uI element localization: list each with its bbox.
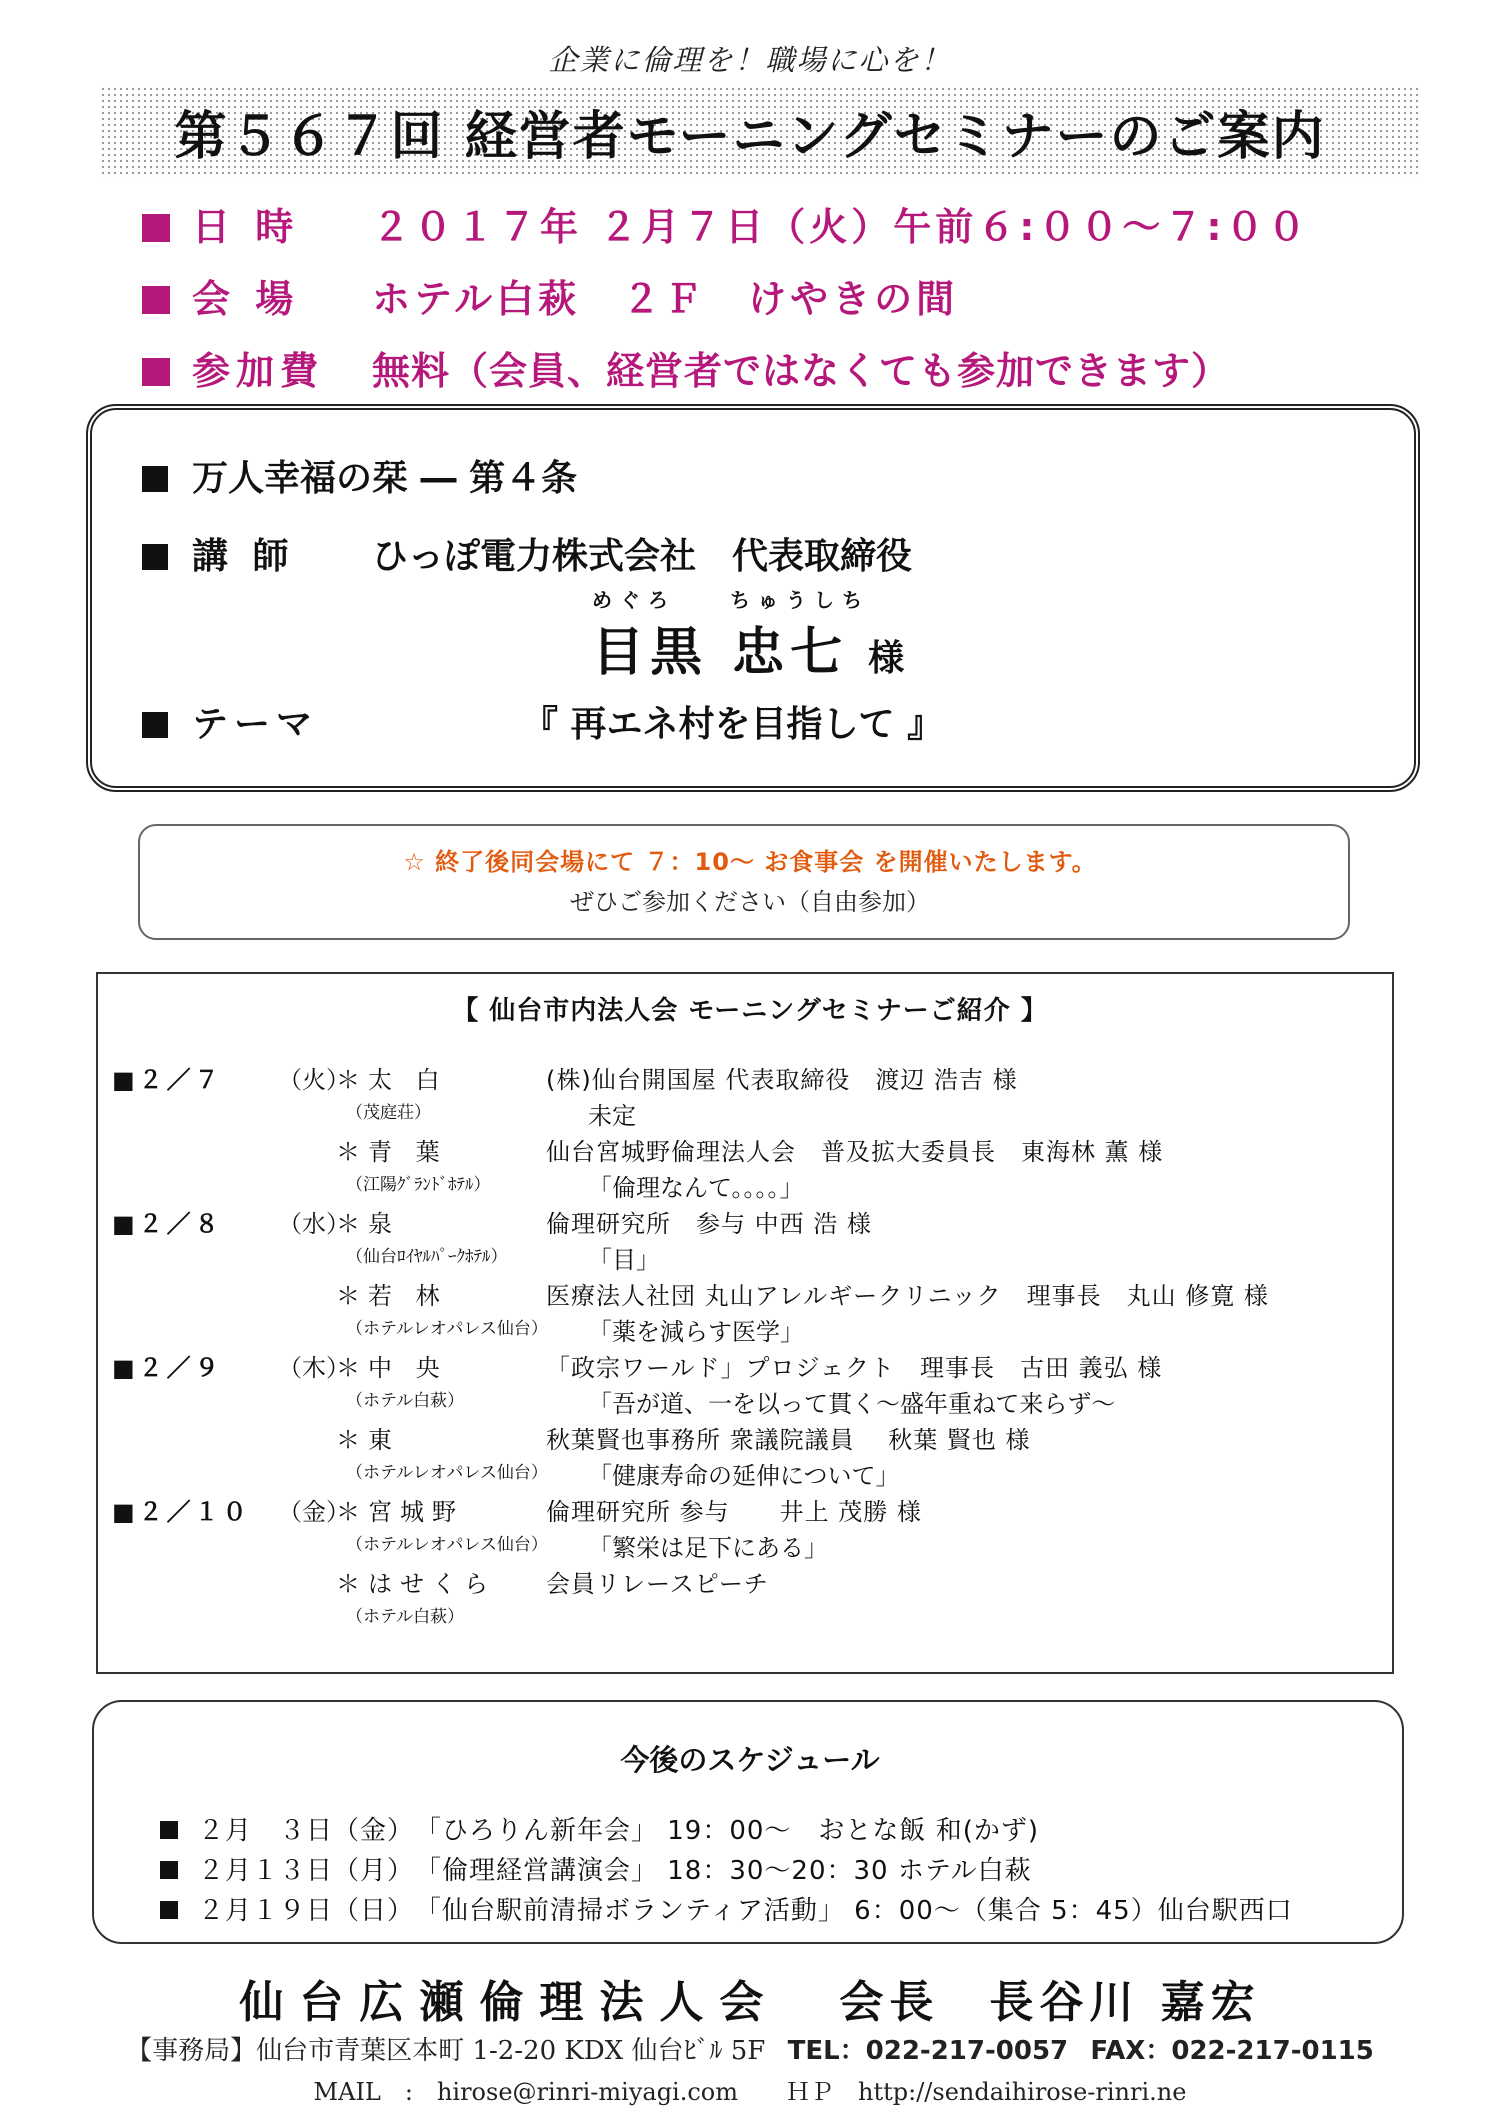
- bullet-square-icon: [142, 544, 168, 570]
- tagline: 企業に倫理を！職場に心を！: [548, 43, 952, 77]
- speaker-ruby-given: ちゅうしち: [730, 588, 870, 612]
- date-value: ２０１７年 ２月７日（火）午前６:００～７:００: [372, 205, 1310, 249]
- bullet-square-icon: [142, 214, 170, 242]
- intro-date: ■２／９: [112, 1354, 223, 1382]
- intro-date: ■２／１０: [112, 1498, 251, 1526]
- speaker-name: 目黒 忠七: [592, 623, 849, 683]
- intro-venue-sub: （ホテルレオパレス仙台）: [346, 1535, 548, 1555]
- bullet-square-icon: [142, 358, 170, 386]
- organizer-name: 仙台広瀬倫理法人会: [239, 1977, 780, 2028]
- schedule-title: 今後のスケジュール: [620, 1743, 880, 1777]
- rule-row: [142, 450, 577, 501]
- schedule-item-text: ２月１９日（日） 「仙台駅前清掃ボランティア活動」 6：00～（集合 5：45）仙台駅西口: [198, 1896, 1293, 1926]
- venue-label: 会 場: [192, 277, 300, 321]
- intro-theme: 「薬を減らす医学」: [588, 1318, 804, 1346]
- theme-value: 『 再エネ村を目指して 』: [522, 704, 944, 745]
- intro-speaker: 仙台宮城野倫理法人会 普及拡大委員長 東海林 薫 様: [546, 1138, 1164, 1166]
- intro-speaker: 「政宗ワールド」プロジェクト 理事長 古田 義弘 様: [546, 1354, 1163, 1382]
- intro-venue: ＊宮城野: [336, 1498, 464, 1526]
- intro-venue-sub: （茂庭荘）: [346, 1103, 431, 1123]
- lecturer-company: ひっぽ電力株式会社 代表取締役: [372, 536, 913, 577]
- intro-theme: 「繁栄は足下にある」: [588, 1534, 828, 1562]
- intro-theme: 「目」: [588, 1246, 660, 1274]
- meal-notice-line2: ぜひご参加ください（自由参加）: [570, 888, 930, 916]
- intro-day: （水）: [278, 1210, 350, 1238]
- fee-value: 無料（会員、経営者ではなくても参加できます）: [372, 349, 1231, 393]
- intro-day: （火）: [278, 1066, 350, 1094]
- intro-day: （金）: [278, 1498, 350, 1526]
- intro-speaker: (株)仙台開国屋 代表取締役 渡辺 浩吉 様: [546, 1066, 1018, 1094]
- intro-venue-sub: （ホテル白萩）: [346, 1607, 465, 1627]
- venue-value: ホテル白萩 ２Ｆ けやきの間: [372, 277, 959, 321]
- intro-venue-sub: （江陽ｸﾞﾗﾝﾄﾞﾎﾃﾙ）: [346, 1175, 491, 1195]
- info-date-row: [142, 196, 1310, 251]
- info-fee-row: [142, 340, 1230, 395]
- intro-venue: ＊太 白: [336, 1066, 448, 1094]
- intro-venue-sub: （ホテル白萩）: [346, 1391, 465, 1411]
- bullet-square-icon: [160, 1821, 178, 1839]
- intro-theme: 「倫理なんて。。。。」: [588, 1174, 804, 1202]
- meal-notice-line1: ☆ 終了後同会場にて ７：10～ お食事会 を開催いたします。: [403, 848, 1097, 876]
- theme-row: [142, 696, 943, 747]
- bullet-square-icon: [142, 466, 168, 492]
- schedule-item: [160, 1810, 1039, 1847]
- intro-title: 【 仙台市内法人会 モーニングセミナーご紹介 】: [452, 996, 1048, 1026]
- intro-speaker: 秋葉賢也事務所 衆議院議員 秋葉 賢也 様: [546, 1426, 1031, 1454]
- office-tel: TEL：022-217-0057: [787, 2036, 1069, 2066]
- organizer-chair: 会長 長谷川 嘉宏: [839, 1977, 1261, 2028]
- theme-label: テーマ: [192, 704, 319, 745]
- fee-label: 参加費: [192, 349, 325, 393]
- speaker-honorific: 様: [868, 638, 911, 679]
- intro-date: ■２／８: [112, 1210, 223, 1238]
- intro-date: ■２／７: [112, 1066, 223, 1094]
- schedule-item: [160, 1890, 1293, 1927]
- intro-venue-sub: （ホテルレオパレス仙台）: [346, 1319, 548, 1339]
- lecturer-label: 講 師: [192, 536, 295, 577]
- schedule-item-text: ２月１３日（月） 「倫理経営講演会」 18：30～20：30 ホテル白萩: [198, 1856, 1032, 1886]
- date-label: 日 時: [192, 205, 300, 249]
- intro-day: （木）: [278, 1354, 350, 1382]
- intro-venue: ＊はせくら: [336, 1570, 496, 1598]
- bullet-square-icon: [142, 712, 168, 738]
- contact-mail-hp: MAIL : hirose@rinri-miyagi.com ＨＰ http://sendaihirose-rinri.ne: [313, 2078, 1187, 2106]
- intro-venue-sub: （ホテルレオパレス仙台）: [346, 1463, 548, 1483]
- lecturer-row: [142, 528, 912, 579]
- speaker-name-line: [592, 610, 910, 685]
- bullet-square-icon: [160, 1861, 178, 1879]
- intro-venue: ＊若 林: [336, 1282, 448, 1310]
- rule-text: 万人幸福の栞 ― 第４条: [192, 458, 578, 499]
- intro-theme: 「吾が道、一を以って貫く～盛年重ねて来らず～: [588, 1390, 1116, 1418]
- bullet-square-icon: [142, 286, 170, 314]
- info-venue-row: [142, 268, 958, 323]
- intro-venue: ＊青 葉: [336, 1138, 448, 1166]
- office-fax: FAX：022-217-0115: [1090, 2036, 1374, 2066]
- intro-venue: ＊東: [336, 1426, 400, 1454]
- page-title: 第５６７回 経営者モーニングセミナーのご案内: [174, 107, 1326, 167]
- intro-speaker: 会員リレースピーチ: [546, 1570, 769, 1598]
- intro-speaker: 倫理研究所 参与 井上 茂勝 様: [546, 1498, 922, 1526]
- intro-venue-sub: （仙台ﾛｲﾔﾙﾊﾟｰｸﾎﾃﾙ）: [346, 1247, 508, 1267]
- bullet-square-icon: [160, 1901, 178, 1919]
- schedule-item-text: ２月 ３日（金） 「ひろりん新年会」 19：00～ おとな飯 和(かず): [198, 1816, 1039, 1846]
- intro-venue: ＊泉: [336, 1210, 400, 1238]
- intro-theme: 「健康寿命の延伸について」: [588, 1462, 900, 1490]
- intro-speaker: 医療法人社団 丸山アレルギークリニック 理事長 丸山 修寛 様: [546, 1282, 1269, 1310]
- intro-theme: 未定: [588, 1102, 636, 1130]
- intro-speaker: 倫理研究所 参与 中西 浩 様: [546, 1210, 872, 1238]
- office-address: 【事務局】仙台市青葉区本町 1-2-20 KDX 仙台ﾋﾞﾙ 5F: [126, 2036, 766, 2066]
- schedule-item: [160, 1850, 1032, 1887]
- organizer-line: [0, 1966, 1500, 2030]
- intro-venue: ＊中 央: [336, 1354, 448, 1382]
- office-line: [0, 2030, 1500, 2067]
- speaker-ruby-surname: めぐろ: [592, 588, 676, 612]
